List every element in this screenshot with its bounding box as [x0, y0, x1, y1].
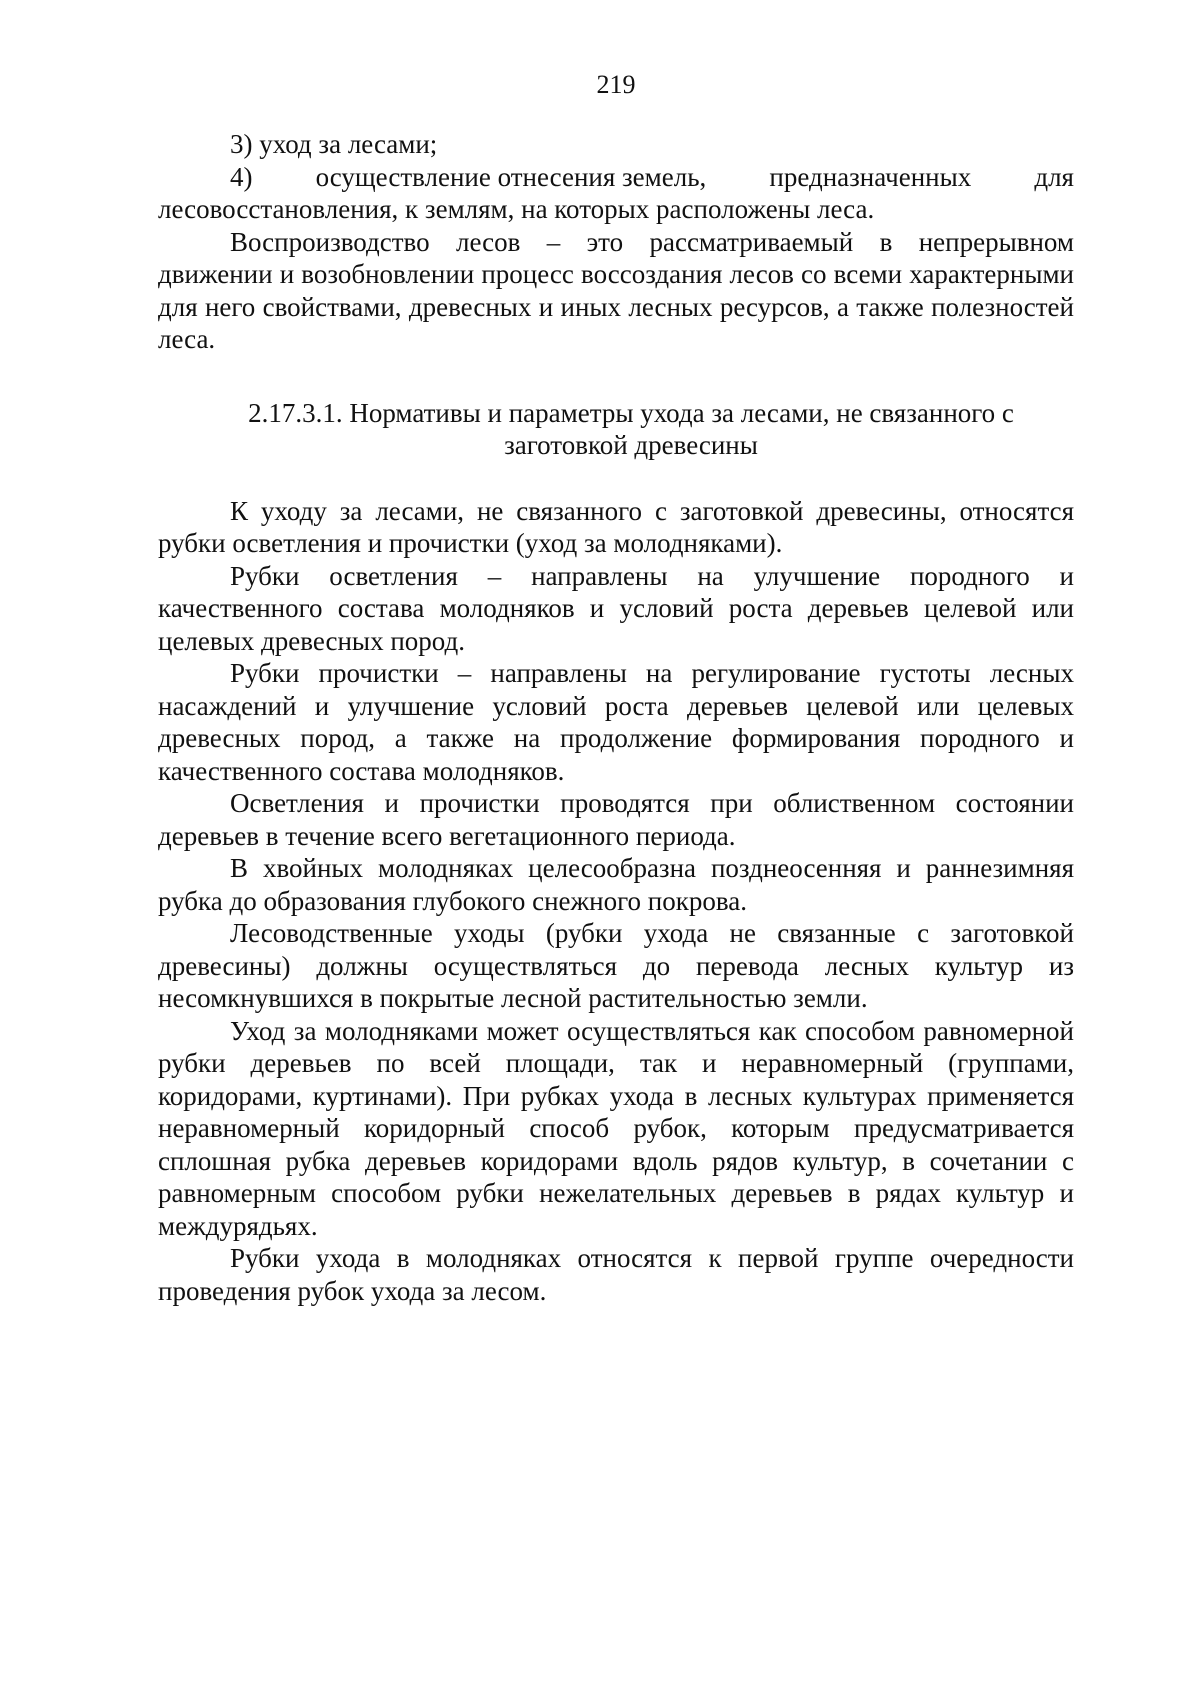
section-heading	[158, 397, 1074, 462]
list-item-3: 3) уход за лесами;	[230, 129, 438, 159]
page-number: 219	[596, 70, 636, 99]
body-paragraph: Лесоводственные уходы (рубки ухода не связанные с заготовкой древесины) должны осуществляться до перевода лесных культур из несомкнувшихся в покрытые лесной растительностью земли.	[158, 918, 1074, 1013]
list-item-4-text-b: предназначенных	[769, 161, 972, 192]
body-paragraph: Рубки прочистки – направлены на регулирование густоты лесных насаждений и улучшение условий роста деревьев целевой или целевых древесных пород, а также на продолжение формирования породного и качественного состава молодняков.	[158, 658, 1074, 786]
list-item-4-text-a: осуществление отнесения земель,	[315, 161, 707, 192]
list-item-4-continuation: лесовосстановления, к землям, на которых расположены леса.	[158, 194, 875, 224]
body-paragraph: Уход за молодняками может осуществляться как способом равномерной рубки деревьев по всей площади, так и неравномерный (группами, коридорами, куртинами). При рубках ухода в лесных культурах применяется неравномерный коридорный способ рубок, которым предусматривается сплошная рубка деревьев коридорами вдоль рядов культур, в сочетании с равномерным способом рубки нежелательных деревьев в рядах культур и междурядьях.	[158, 1015, 1074, 1241]
body-paragraph: К уходу за лесами, не связанного с заготовкой древесины, относятся рубки осветления и прочистки (уход за молодняками).	[158, 495, 1074, 558]
definition-paragraph: Воспроизводство лесов – это рассматриваемый в непрерывном движении и возобновлении процесс воссоздания лесов со всеми характерными для него свойствами, древесных и иных лесных ресурсов, а также полезностей леса.	[158, 226, 1074, 354]
body-paragraph: В хвойных молодняках целесообразна позднеосенняя и раннезимняя рубка до образования глубокого снежного покрова.	[158, 853, 1074, 916]
list-item-4-text-c: для	[1034, 161, 1074, 192]
body-paragraph: Рубки ухода в молодняках относятся к первой группе очередности проведения рубок ухода за лесом.	[158, 1243, 1074, 1306]
body-paragraph: Рубки осветления – направлены на улучшение породного и качественного состава молодняков и условий роста деревьев целевой или целевых древесных пород.	[158, 560, 1074, 656]
list-item-4-number: 4)	[230, 161, 253, 192]
section-heading-line-2: заготовкой древесины	[504, 430, 758, 460]
list-item-4	[158, 161, 1074, 226]
list-item-4-first-line	[158, 161, 1074, 194]
page-content	[158, 128, 1074, 1307]
body-paragraph: Осветления и прочистки проводятся при облиственном состоянии деревьев в течение всего вегетационного периода.	[158, 788, 1074, 851]
section-heading-line-1: 2.17.3.1. Нормативы и параметры ухода за лесами, не связанного с	[248, 397, 1014, 428]
